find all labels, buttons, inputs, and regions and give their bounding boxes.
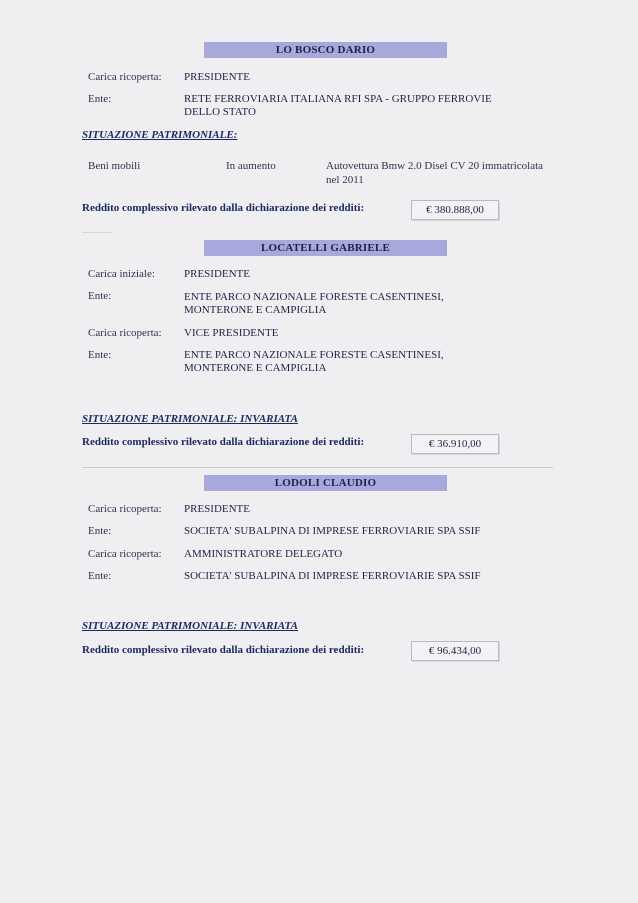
person-name-header: LODOLI CLAUDIO xyxy=(204,475,447,491)
person-name-header: LOCATELLI GABRIELE xyxy=(204,240,447,256)
situazione-patrimoniale-heading: SITUAZIONE PATRIMONIALE: INVARIATA xyxy=(82,413,298,425)
row-label: Ente: xyxy=(88,93,112,105)
income-value-box: € 380.888,00 xyxy=(411,200,499,220)
row-label: Carica ricoperta: xyxy=(88,548,162,560)
income-label: Reddito complessivo rilevato dalla dichiarazione dei redditi: xyxy=(82,436,365,448)
row-value-line: ENTE PARCO NAZIONALE FORESTE CASENTINESI, xyxy=(184,291,444,303)
row-value-line: MONTERONE E CAMPIGLIA xyxy=(184,362,327,374)
row-label: Ente: xyxy=(88,290,112,302)
income-label: Reddito complessivo rilevato dalla dichiarazione dei redditi: xyxy=(82,202,365,214)
situazione-patrimoniale-heading: SITUAZIONE PATRIMONIALE: INVARIATA xyxy=(82,620,298,632)
section-divider xyxy=(82,232,112,233)
asset-description-line: Autovettura Bmw 2.0 Disel CV 20 immatricolata xyxy=(326,160,544,172)
row-value: SOCIETA' SUBALPINA DI IMPRESE FERROVIARIE SPA SSIF xyxy=(184,570,481,582)
row-label: Ente: xyxy=(88,525,112,537)
section-divider xyxy=(82,467,553,468)
row-value: AMMINISTRATORE DELEGATO xyxy=(184,548,343,560)
row-value: PRESIDENTE xyxy=(184,268,250,280)
asset-type: Beni mobili xyxy=(88,160,141,172)
person-name-header: LO BOSCO DARIO xyxy=(204,42,447,58)
row-label: Carica iniziale: xyxy=(88,268,155,280)
situazione-patrimoniale-heading: SITUAZIONE PATRIMONIALE: xyxy=(82,129,238,141)
row-value-line: DELLO STATO xyxy=(184,106,256,118)
row-value: PRESIDENTE xyxy=(184,503,250,515)
row-label: Ente: xyxy=(88,349,112,361)
row-label: Carica ricoperta: xyxy=(88,327,162,339)
row-label: Carica ricoperta: xyxy=(88,503,162,515)
income-label: Reddito complessivo rilevato dalla dichiarazione dei redditi: xyxy=(82,644,365,656)
row-value: PRESIDENTE xyxy=(184,71,250,83)
asset-change: In aumento xyxy=(226,160,276,172)
income-value-box: € 96.434,00 xyxy=(411,641,499,661)
row-label: Ente: xyxy=(88,570,112,582)
income-value-box: € 36.910,00 xyxy=(411,434,499,454)
row-value-line: RETE FERROVIARIA ITALIANA RFI SPA - GRUPPO FERROVIE xyxy=(184,93,492,105)
row-value-line: MONTERONE E CAMPIGLIA xyxy=(184,304,327,316)
row-label: Carica ricoperta: xyxy=(88,71,162,83)
row-value: VICE PRESIDENTE xyxy=(184,327,279,339)
row-value-line: ENTE PARCO NAZIONALE FORESTE CASENTINESI, xyxy=(184,349,444,361)
row-value: SOCIETA' SUBALPINA DI IMPRESE FERROVIARIE SPA SSIF xyxy=(184,525,481,537)
asset-description-line: nel 2011 xyxy=(326,174,364,186)
